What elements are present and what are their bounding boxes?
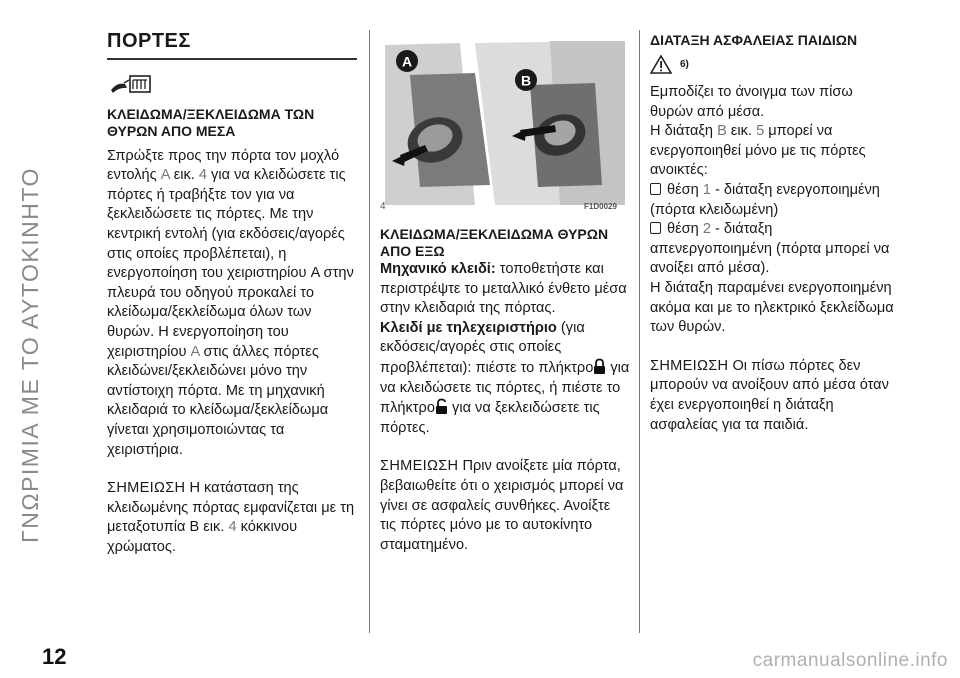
column-doors-inside: [107, 32, 357, 557]
checkbox-bullet-icon: [650, 183, 661, 195]
paragraph-remote-key: Κλειδί με τηλεχειριστήριο (για εκδόσεις/αγορές στις οποίες προβλέπεται): πιέστε το πλήκτρο για να κλειδώσετε τις πόρτες, ή πιέστε το πλήκτρο για να ξεκλειδώσετε τις πόρτες.: [380, 319, 630, 436]
paragraph-mechanical-key: Μηχανικό κλειδί: τοποθετήστε και περιστρέψτε το μεταλλικό ένθετο μέσα στην κλειδαριά της πόρτας.: [380, 261, 627, 317]
column-child-safety: [650, 32, 898, 435]
manual-book-icon: [109, 72, 155, 96]
unlock-icon: [435, 398, 448, 415]
warning-reference: 6): [680, 59, 689, 71]
note-lock-state: ΣΗΜΕΙΩΣΗ Η κατάσταση της κλειδωμένης πόρτας εμφανίζεται με τη μεταξοτυπία B εικ. 4 κόκκινου χρώματος.: [107, 480, 355, 555]
figure-label-a: A: [401, 53, 413, 70]
column-divider-1: [369, 30, 370, 633]
column-doors-outside: [380, 226, 630, 555]
paragraph-child-safety-activation: Η διάταξη B εικ. 5 μπορεί να ενεργοποιηθεί μόνο με τις πόρτες ανοικτές:: [650, 123, 866, 179]
side-chapter-title: ΓΝΩΡΙΜΙΑ ΜΕ ΤΟ ΑΥΤΟΚΙΝΗΤΟ: [17, 167, 43, 543]
page-number: 12: [42, 644, 67, 669]
section-title: ΠΟΡΤΕΣ: [107, 32, 357, 60]
heading-child-safety: ΔΙΑΤΑΞΗ ΑΣΦΑΛΕΙΑΣ ΠΑΙΔΙΩΝ: [650, 32, 858, 48]
heading-lock-outside: ΚΛΕΙΔΩΜΑ/ΞΕΚΛΕΙΔΩΜΑ ΘΥΡΩΝ ΑΠΟ ΕΞΩ: [380, 226, 609, 259]
checkbox-bullet-icon: [650, 222, 661, 234]
warning-icon: [650, 55, 676, 75]
note-open-door: ΣΗΜΕΙΩΣΗ Πριν ανοίξετε μία πόρτα, βεβαιωθείτε ότι ο χειρισμός μπορεί να γίνει σε ασφαλείς συνθήκες. Ανοίξτε τις πόρτες μόνο με το αυτοκίνητο σταματημένο.: [380, 458, 624, 553]
watermark: carmanualsonline.info: [752, 650, 948, 671]
figure-code: F1D0029: [584, 202, 617, 211]
paragraph-child-safety-purpose: Εμποδίζει το άνοιγμα των πίσω θυρών από μέσα.: [650, 84, 853, 120]
list-item-position-2: θέση 2 - διάταξη απενεργοποιημένη (πόρτα μπορεί να ανοίξει από μέσα).: [650, 221, 890, 277]
list-item-position-1: θέση 1 - διάταξη ενεργοποιημένη (πόρτα κλειδωμένη): [650, 181, 880, 218]
figure-label-b: B: [520, 72, 532, 89]
paragraph-child-safety-remains: Η διάταξη παραμένει ενεργοποιημένη ακόμα και με το ηλεκτρικό ξεκλείδωμα των θυρών.: [650, 279, 894, 336]
figure-number: 4: [380, 201, 386, 212]
heading-lock-inside: ΚΛΕΙΔΩΜΑ/ΞΕΚΛΕΙΔΩΜΑ ΤΩΝ ΘΥΡΩΝ ΑΠΟ ΜΕΣΑ: [107, 105, 315, 139]
door-handle-figure: [380, 35, 630, 215]
column-divider-2: [639, 30, 640, 633]
note-child-safety: ΣΗΜΕΙΩΣΗ Οι πίσω πόρτες δεν μπορούν να ανοίξουν από μέσα όταν έχει ενεργοποιηθεί η διάταξη ασφαλείας για τα παιδιά.: [650, 357, 889, 433]
paragraph-lock-inside: Σπρώξτε προς την πόρτα τον μοχλό εντολής A εικ. 4 για να κλειδώσετε τις πόρτες ή τραβήξτε τον για να ξεκλειδώσετε τις πόρτες. Με την κεντρική εντολή (για εκδόσεις/αγορές στις οποίες προβλέπεται), η ενεργοποίηση του χειριστηρίου A στην πλευρά του οδηγού προκαλεί το κλείδωμα/ξεκλείδωμα όλων των θυρών. Η ενεργοποίηση του χειριστηρίου A στις άλλες πόρτες κλειδώνει/ξεκλειδώνει μόνο την αντίστοιχη πόρτα. Με τη μηχανική κλειδαριά το κλείδωμα/ξεκλείδωμα γίνεται χρησιμοποιώντας τα χειριστήρια.: [107, 147, 354, 458]
lock-icon: [593, 358, 606, 375]
